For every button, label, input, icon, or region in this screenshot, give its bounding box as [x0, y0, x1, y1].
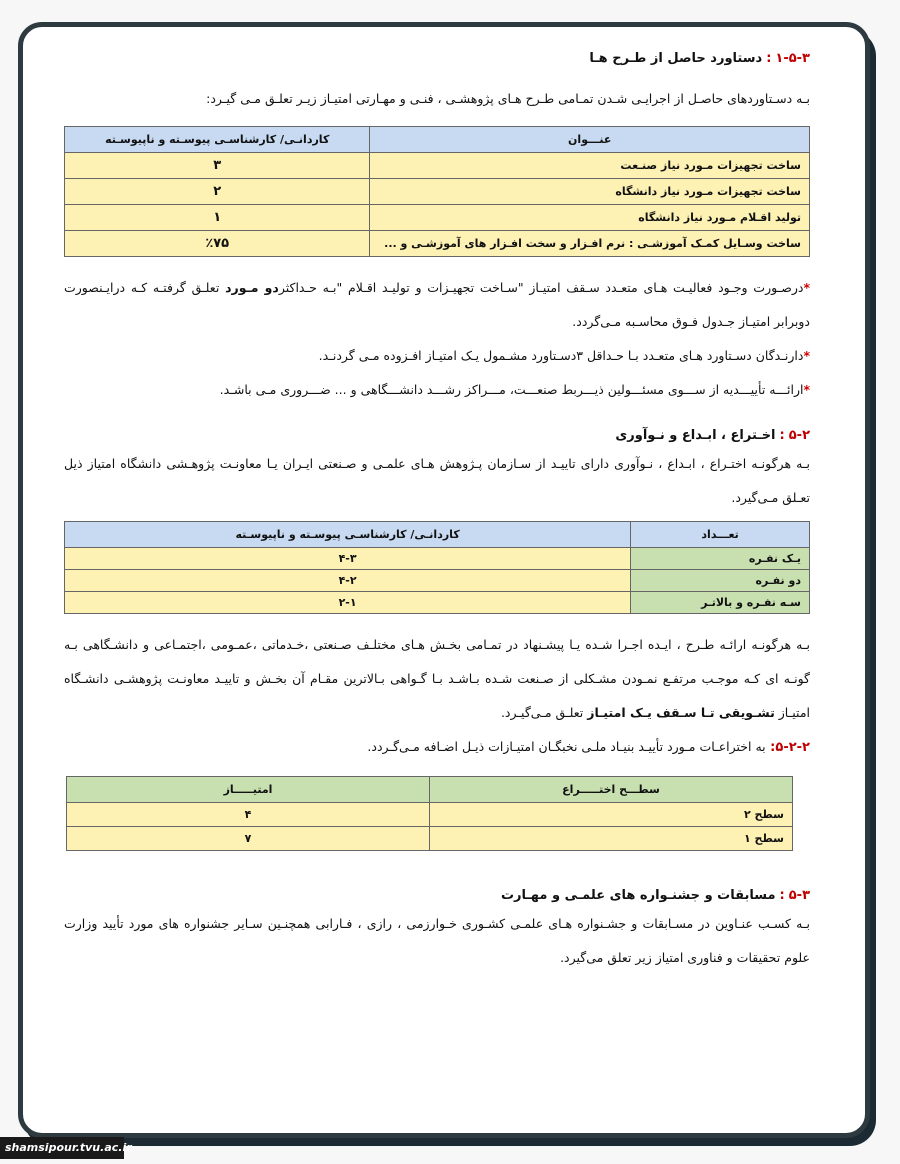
table-cell-level: سطح ۱ [430, 827, 793, 851]
section-intro: بـه کسـب عنـاوین در مسـابقات و جشـنواره هـای علمـی کشـوری خـوارزمی ، رازی ، فـارابی همچنـین سـایر جشنواره های مورد تأیید وزارت علوم تحقیقات و فناوری امتیاز زیر تعلق می‌گیرد. [64, 916, 810, 965]
table-cell-score: ۴-۲ [65, 570, 631, 592]
table-header-cell: تعـــداد [631, 522, 810, 548]
table-header-row [65, 127, 810, 153]
paragraph-idea: بـه هرگونـه ارائـه طـرح ، ایـده اجـرا شـده یـا پیشـنهاد در تمـامی بخـش هـای مختلـف صـنعتی ،خـدماتی ،عمـومی ،اجتمـاعی و دانشـگاهی بـه گونـه ای کـه موجـب مرتفـع نمـودن مشـکلی از صـنعت شـده بـاشـد بـا گـواهی بـالاترین مقـام آن بخـش و تاییـد معاونـت پژوهشـی دانشـگاه امتیـاز تشـویقی تـا سـقف یـک امتیـاز تعلـق مـی‌گیـرد. [64, 637, 810, 720]
section-number: ۵-۳ [788, 888, 810, 903]
table-row [65, 592, 810, 614]
table-header-row [67, 777, 793, 803]
table-cell-level: سطح ۲ [430, 803, 793, 827]
table-cell-score: ۴-۳ [65, 548, 631, 570]
table-cell-count: سـه نفـره و بالاتـر [631, 592, 810, 614]
section-number: ۵-۲-۲ [775, 740, 810, 755]
table-cell-title: تولید اقـلام مـورد نیاز دانشگاه [370, 205, 810, 231]
section-heading-achievements: ۱-۵-۳ : دستاورد حاصل از طـرح هـا [64, 48, 810, 70]
invention-level-table [66, 776, 793, 851]
table-cell-score: ۲ [65, 179, 370, 205]
section-title: مسابقات و جشنـواره های علمـی و مهـارت [500, 888, 776, 903]
table-header-cell: امتیـــــاز [67, 777, 430, 803]
table-cell-title: ساخت تجهیزات مـورد نیاز دانشگاه [370, 179, 810, 205]
table-cell-score: ٪۷۵ [65, 231, 370, 257]
table-cell-score: ۷ [67, 827, 430, 851]
table-row [67, 803, 793, 827]
table-header-cell: کاردانـی/ کارشناسـی پیوسـته و ناپیوسـته [65, 522, 631, 548]
table-row [65, 231, 810, 257]
note-3: *ارائـــه تأییـــدیه از ســـوی مسئـــولین ذیـــربط صنعـــت، مـــراکز رشـــد دانشـــگاهی و ... ضـــروری مـی باشـد. [219, 382, 810, 397]
table-cell-count: یـک نفـره [631, 548, 810, 570]
table-cell-score: ۳ [65, 153, 370, 179]
section-number: ۱-۵-۳ [775, 51, 810, 66]
document-page [64, 40, 810, 975]
note-1: *درصـورت وجـود فعالیـت هـای متعـدد سـقف امتیـاز "سـاخت تجهیـزات و تولیـد اقـلام "بـه حـداکثردو مـورد تعلـق گرفتـه کـه درایـنصورت دوبرابر امتیـاز جـدول فـوق محاسـبه مـی‌گردد. [64, 280, 810, 329]
table-row [65, 570, 810, 592]
table-row [65, 205, 810, 231]
site-credit: shamsipour.tvu.ac.ir [0, 1137, 124, 1159]
asterisk-icon: * [803, 280, 810, 295]
section-heading-invention: ۵-۲ : اخـتراع ، ابـداع و نـوآوری [64, 425, 810, 447]
note-2: *دارنـدگان دسـتاورد هـای متعـدد بـا حـداقل ۳دسـتاورد مشـمول یـک امتیـاز افـزوده مـی گردنـد. [318, 348, 810, 363]
section-heading-competitions: ۵-۳ : مسابقات و جشنـواره های علمـی و مهـارت [64, 885, 810, 907]
table-cell-title: ساخت تجهیزات مـورد نیاز صنـعت [370, 153, 810, 179]
table-row [65, 179, 810, 205]
table-cell-title: ساخت وسـایل کمـک آموزشـی : نرم افـزار و سخت افـزار های آموزشـی و ... [370, 231, 810, 257]
asterisk-icon: * [803, 348, 810, 363]
section-number: ۵-۲ [788, 428, 810, 443]
section-intro: بـه هرگونـه اختـراع ، ابـداع ، نـوآوری دارای تاییـد از سـازمان پـژوهش هـای علمـی و صـنعتی ایـران یـا معاونـت پژوهـشی دانشگاه امتیاز ذیل تعـلق مـی‌گیرد. [64, 456, 810, 505]
table-cell-score: ۴ [67, 803, 430, 827]
table-header-cell: کاردانـی/ کارشناسـی پیوسـته و ناپیوسـته [65, 127, 370, 153]
table-header-cell: سطـــح اختـــــراع [430, 777, 793, 803]
table-row [65, 548, 810, 570]
section-intro: بـه دسـتاوردهای حاصـل از اجرایـی شـدن تمـامی طـرح هـای پژوهشـی ، فنـی و مهـارتی امتیـاز زیـر تعلـق مـی گیـرد: [206, 91, 810, 106]
table-cell-score: ۱ [65, 205, 370, 231]
table-header-cell: عنـــوان [370, 127, 810, 153]
table-row [67, 827, 793, 851]
table-header-row [65, 522, 810, 548]
section-title: دستاورد حاصل از طـرح هـا [589, 51, 763, 66]
subsection-elite: ۵-۲-۲: به اختراعـات مـورد تأییـد بنیـاد ملـی نخبگـان امتیـازات ذیـل اضـافه مـی‌گـردد. [367, 739, 810, 755]
table-row [65, 153, 810, 179]
asterisk-icon: * [803, 382, 810, 397]
table-cell-score: ۲-۱ [65, 592, 631, 614]
section-title: اخـتراع ، ابـداع و نـوآوری [615, 428, 776, 443]
invention-count-table [64, 521, 810, 614]
achievements-table [64, 126, 810, 257]
table-cell-count: دو نفـره [631, 570, 810, 592]
